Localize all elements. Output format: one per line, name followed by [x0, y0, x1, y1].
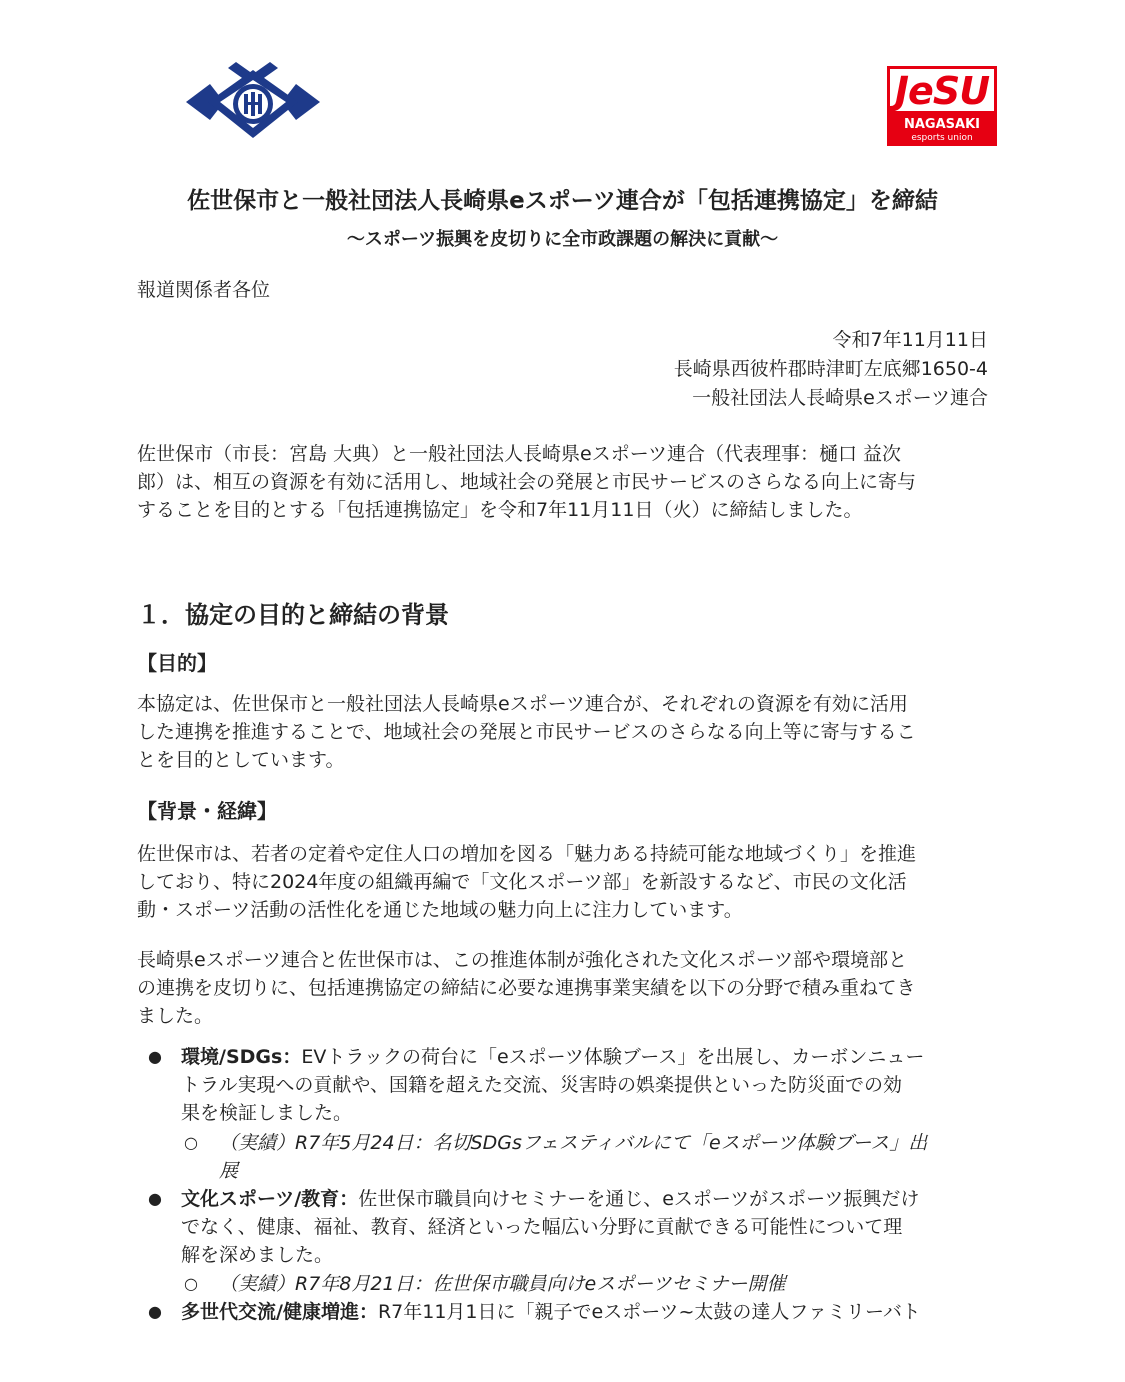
bullet-line: EVトラックの荷台に「eスポーツ体験ブース」を出展し、カーボンニュー — [301, 1046, 925, 1068]
result-item — [219, 1270, 991, 1298]
section-heading: １．協定の目的と締結の背景 — [137, 601, 449, 629]
purpose-line: した連携を推進することで、地域社会の発展と市民サービスのさらなる向上等に寄与するこ — [137, 721, 916, 743]
jesu-mark: JeSU — [887, 66, 997, 114]
bullet-item — [181, 1185, 991, 1269]
addressee: 報道関係者各位 — [137, 279, 271, 301]
background-paragraph-1 — [137, 840, 989, 924]
background-line: 動・スポーツ活動の活性化を通じた地域の魅力向上に注力しています。 — [137, 899, 743, 921]
document-subtitle: 〜スポーツ振興を皮切りに全市政課題の解決に貢献〜 — [346, 229, 779, 250]
result-item — [219, 1129, 991, 1185]
background-line: 長崎県eスポーツ連合と佐世保市は、この推進体制が強化された文化スポーツ部や環境部と — [137, 949, 908, 971]
background-line: の連携を皮切りに、包括連携協定の締結に必要な連携事業実績を以下の分野で積み重ねてき — [137, 977, 916, 999]
bullet-label: 環境/SDGs — [181, 1046, 283, 1068]
bullet-line: 果を検証しました。 — [181, 1102, 353, 1124]
bullet-item — [181, 1043, 991, 1127]
purpose-line: とを目的としています。 — [137, 749, 345, 771]
intro-line: することを目的とする「包括連携協定」を令和7年11月11日（火）に締結しました。 — [137, 499, 863, 521]
purpose-paragraph — [137, 690, 989, 774]
document-title: 佐世保市と一般社団法人長崎県eスポーツ連合が「包括連携協定」を締結 — [187, 188, 938, 214]
bullet-line: 佐世保市職員向けセミナーを通じ、eスポーツがスポーツ振興だけ — [358, 1188, 920, 1210]
sub-bullet-icon: ○ — [184, 1274, 198, 1293]
result-line: （実績）R7年8月21日：佐世保市職員向けeスポーツセミナー開催 — [219, 1273, 786, 1295]
jesu-nagasaki-logo — [887, 66, 997, 146]
background-paragraph-2 — [137, 946, 989, 1030]
sub-bullet-icon: ○ — [184, 1133, 198, 1152]
bullet-label: 文化スポーツ/教育 — [181, 1188, 340, 1210]
purpose-line: 本協定は、佐世保市と一般社団法人長崎県eスポーツ連合が、それぞれの資源を有効に活用 — [137, 693, 908, 715]
bullet-line: R7年11月1日に「親子でeスポーツ~太鼓の達人ファミリーバト — [377, 1301, 921, 1323]
intro-line: 佐世保市（市長：宮島 大典）と一般社団法人長崎県eスポーツ連合（代表理事：樋口 益次 — [137, 443, 902, 465]
sender-date: 令和7年11月11日 — [832, 329, 988, 351]
bullet-icon: ● — [148, 1302, 162, 1321]
bullet-sep: ： — [339, 1188, 359, 1210]
background-heading: 【背景・経緯】 — [137, 799, 277, 823]
sender-address: 長崎県西彼杵郡時津町左底郷1650-4 — [673, 358, 988, 380]
jesu-banner — [887, 114, 997, 146]
bullet-label: 多世代交流/健康増進 — [181, 1301, 359, 1323]
intro-paragraph — [137, 440, 989, 524]
bullet-sep: ： — [282, 1046, 302, 1068]
bullet-line: トラル実現への貢献や、国籍を超えた交流、災害時の娯楽提供といった防災面での効 — [181, 1074, 903, 1096]
jesu-name: NAGASAKI — [903, 117, 980, 132]
result-line: （実績）R7年5月24日：名切SDGsフェスティバルにて「eスポーツ体験ブース」出 — [219, 1132, 928, 1154]
background-line: しており、特に2024年度の組織再編で「文化スポーツ部」を新設するなど、市民の文化活 — [137, 871, 907, 893]
sender-organization: 一般社団法人長崎県eスポーツ連合 — [692, 387, 988, 409]
result-line: 展 — [219, 1160, 239, 1182]
bullet-line: でなく、健康、福祉、教育、経済といった幅広い分野に貢献できる可能性について理 — [181, 1216, 903, 1238]
background-line: ました。 — [137, 1005, 214, 1027]
bullet-icon: ● — [148, 1047, 162, 1066]
intro-line: 郎）は、相互の資源を有効に活用し、地域社会の発展と市民サービスのさらなる向上に寄与 — [137, 471, 917, 493]
purpose-heading: 【目的】 — [137, 651, 217, 675]
bullet-item — [181, 1298, 991, 1326]
bullet-line: 解を深めました。 — [181, 1244, 334, 1266]
sasebo-city-emblem — [186, 62, 320, 142]
jesu-sub: esports union — [911, 133, 973, 143]
background-line: 佐世保市は、若者の定着や定住人口の増加を図る「魅力ある持続可能な地域づくり」を推進 — [137, 843, 917, 865]
bullet-icon: ● — [148, 1189, 162, 1208]
bullet-sep: ： — [358, 1301, 378, 1323]
